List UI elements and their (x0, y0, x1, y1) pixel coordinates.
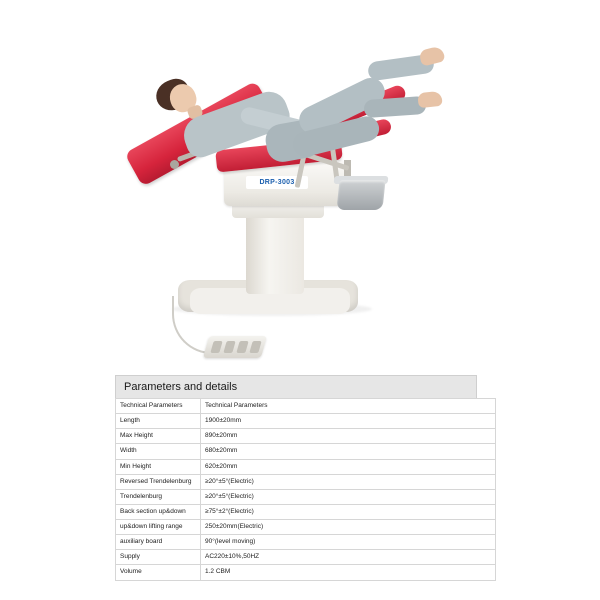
parameter-label: up&down lifting range (116, 520, 201, 535)
table-row (116, 399, 496, 414)
parameter-label: Length (116, 414, 201, 429)
table-row (116, 459, 496, 474)
parameter-label: Max Height (116, 429, 201, 444)
operating-table-illustration (120, 40, 490, 370)
patient-foot-lower (417, 91, 442, 108)
parameter-value: AC220±10%,50HZ (201, 550, 496, 565)
parameter-label: Trendelenburg (116, 489, 201, 504)
parameter-value: 250±20mm(Electric) (201, 520, 496, 535)
parameter-label: Supply (116, 550, 201, 565)
patient-foot-upper (418, 45, 445, 66)
parameter-value: 680±20mm (201, 444, 496, 459)
parameter-label: Reversed Trendelenburg (116, 474, 201, 489)
parameter-label: Width (116, 444, 201, 459)
parameter-value: ≥75°±2°(Electric) (201, 504, 496, 519)
table-row (116, 535, 496, 550)
table-row (116, 565, 496, 580)
patient-figure (120, 40, 490, 370)
parameter-value: ≥20°±5°(Electric) (201, 489, 496, 504)
parameter-label: Min Height (116, 459, 201, 474)
table-row (116, 504, 496, 519)
table-row (116, 444, 496, 459)
parameter-value: 90°(level moving) (201, 535, 496, 550)
product-logo-text: DRP-3003 (259, 179, 295, 186)
parameter-value: 620±20mm (201, 459, 496, 474)
table-row (116, 414, 496, 429)
parameter-value: ≥20°±5°(Electric) (201, 474, 496, 489)
parameter-label: Back section up&down (116, 504, 201, 519)
table-row (116, 429, 496, 444)
table-row (116, 489, 496, 504)
parameter-value: 1900±20mm (201, 414, 496, 429)
table-row (116, 550, 496, 565)
parameter-value: Technical Parameters (201, 399, 496, 414)
parameter-label: auxiliary board (116, 535, 201, 550)
parameter-label: Volume (116, 565, 201, 580)
parameters-title: Parameters and details (115, 375, 477, 398)
table-row (116, 520, 496, 535)
parameters-table (115, 398, 496, 581)
parameters-section (115, 375, 477, 581)
parameter-value: 1.2 CBM (201, 565, 496, 580)
parameter-value: 890±20mm (201, 429, 496, 444)
parameter-label: Technical Parameters (116, 399, 201, 414)
table-row (116, 474, 496, 489)
